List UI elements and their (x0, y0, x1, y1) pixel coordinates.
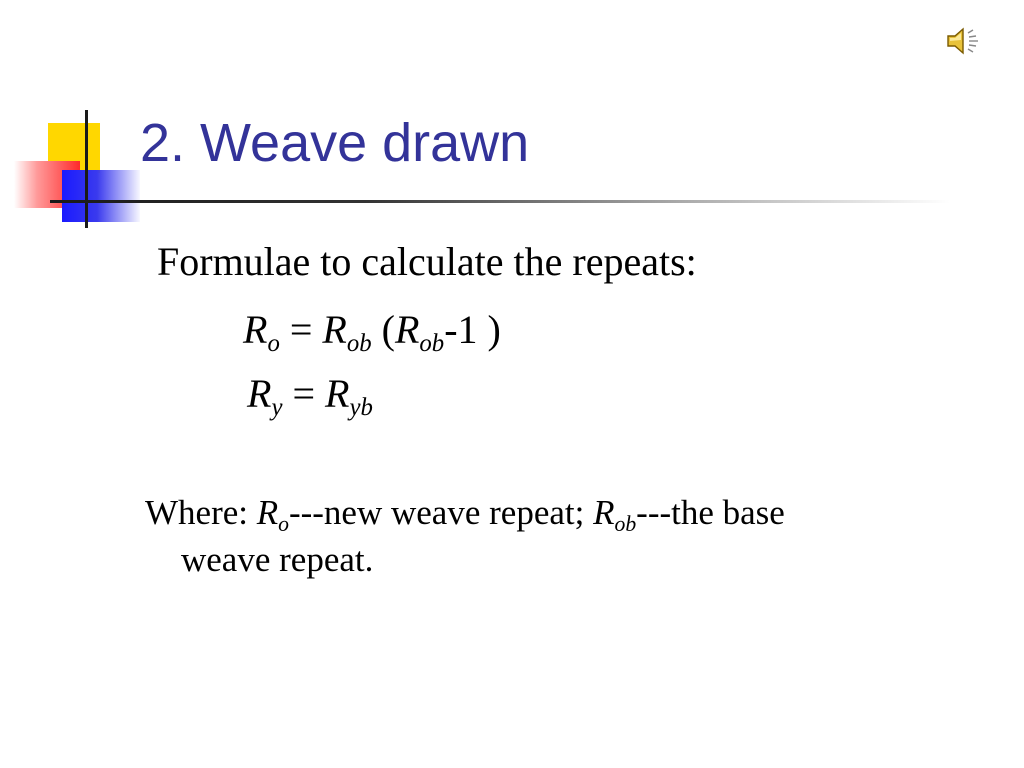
slide-title: 2. Weave drawn (140, 113, 530, 173)
where-continuation: weave repeat. (181, 540, 374, 580)
decor-blue-square (62, 170, 140, 222)
formula-weft-repeat: $R_y = R_{yb}$ (247, 371, 373, 421)
where-var-ro: $R_o$ (256, 493, 289, 536)
formula1-inner: $R_{ob}$ (394, 307, 445, 357)
formula1-lhs: $R_o$ (243, 307, 280, 357)
where-definition: Where: $R_o--$-new weave repeat; $R_{ob}--$-the base weave repeat. (145, 489, 925, 584)
title-underline (50, 200, 950, 203)
decor-vertical-line (85, 110, 88, 228)
formula2-lhs: $R_y$ (247, 371, 283, 421)
speaker-icon[interactable] (944, 24, 984, 58)
where-var-rob: $R_{ob}$ (593, 493, 637, 536)
formula-intro: Formulae to calculate the repeats: (157, 239, 697, 284)
formula-warp-repeat: $R_o = R_{ob}$ ($R_{ob}-1$ ) (243, 307, 501, 357)
formula2-rhs: $R_{yb}$ (325, 371, 373, 421)
formula1-rhs: $R_{ob}$ (322, 307, 372, 357)
